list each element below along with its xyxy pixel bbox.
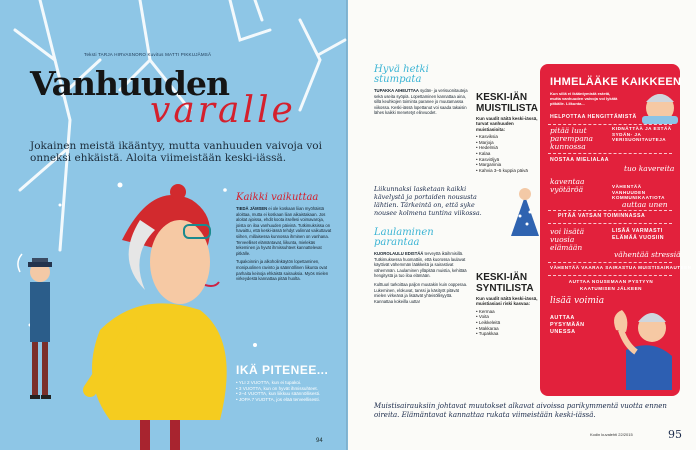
muistilista-list — [476, 134, 542, 173]
quote-liikunta: Liikunnaksi lasketaan kaikki kävelystä ja portaiden noususta lähtien. Tärkeintä on, että syke nousee kolmena tuntina viikossa. — [374, 185, 482, 217]
tip-16: AUTTAA PYSYMÄÄN UNESSA — [550, 315, 585, 335]
muistilista-item: • Marjoja — [476, 139, 494, 145]
right-text-column-2 — [374, 228, 472, 304]
magazine-footer: Kodin kuvalehti 22/2015 — [590, 432, 633, 437]
singing-paragraph-2: Kulttuuri tarkoittaa paljon muutakin kuin oopperaa. Lukeminen, elokuvat, tanssi ja käsityöt pitävät mielen virkeänä ja lisäävät yhteisöllisyyttä. Kannattaa kokeilla uutta! — [374, 281, 468, 304]
singing-paragraph — [374, 251, 472, 279]
muistilista-item: • Margariinia — [476, 162, 502, 168]
strongwoman-illustration — [606, 300, 676, 390]
syntilista-heading: KESKI-IÄN SYNTILISTA — [476, 272, 534, 294]
ika-item: • YLI 2 VUOTTA, kun ei tupakoi. — [236, 380, 302, 385]
body-text: ei ole koskaan liian myöhäistä aloittaa, mutta ei koskaan liian aikaistakaan. Jos aloitat ajoissa, ehdit koota itsellesi voimavaroja, joista on iloa vanhuuden päivinä. Tutkimuksissa on havaittu, että keski-iässä tehdyt valinnat vaikuttavat siihen, millaisessa kunnossa ihminen on vanhana. Terveelliset elämäntavat, liikunta, mielekäs tekeminen ja hyvät ihmissuhteet kannattelevat pitkälle. — [236, 206, 332, 256]
lead-paragraph: Jokainen meistä ikääntyy, mutta vanhuuden vaivoja voi onneksi ehkäistä. Aloita viimeistään keski-iässä. — [30, 140, 322, 164]
right-text-column-1 — [374, 65, 472, 116]
tip-3: KIDNÄTTÄÄ JA ESTÄÄ SYDÄN- JA VERISUONITAUTEJA — [612, 126, 672, 143]
page-number-left: 94 — [316, 438, 323, 444]
ika-item: • 2–4 VUOTTA, kun liikkuu säännöllisesti. — [236, 391, 321, 397]
article-title: Vanhuuden — [30, 64, 229, 103]
tip-5: tuo kavereita — [624, 164, 675, 173]
muistilista-item: • Kalaa — [476, 151, 491, 156]
tip-8: auttaa unen — [622, 200, 668, 209]
tip-13: VÄHENTÄÄ VAARAA SAIRASTUA MUISTISAIRAUTEEN — [550, 265, 692, 270]
left-text-column — [236, 193, 334, 282]
article-title-script: varalle — [150, 90, 296, 131]
muistilista-item: • Kasviksia — [476, 134, 498, 140]
byline: Teksti TARJA HIRVASNORO Kuvitus MATTI PIKKUJÄMSÄ — [84, 52, 212, 57]
body-lead-caps: TIEDÄ JÄMSEN — [236, 206, 268, 211]
muistilista-box — [476, 92, 542, 173]
smoking-lead-caps: TUPAKKA AIHEUTTAA — [374, 88, 419, 93]
subhead-laulaminen: Laulaminen parantaa — [374, 227, 434, 248]
subhead-stumpata: Hyvä hetki stumpata — [374, 64, 429, 85]
ika-list — [236, 380, 336, 402]
tip-divider — [548, 210, 672, 211]
woman-figure-art — [90, 184, 227, 450]
singing-text: terveyttä ikäihmisillä. Tutkimuksessa huomattiin, että kuorossa laulavat käyttivät vähemmän lääkkeitä ja sairastivat vähemmän. Laulaminen ylläpitää muistia, kehittää hengitystä ja tuo iloa elämään. — [374, 251, 467, 279]
tip-15: lisää voimia — [550, 296, 605, 306]
ika-box — [236, 363, 336, 402]
muistilista-item: • Kahvia 3–5 kuppia päivä — [476, 167, 528, 173]
ika-item: • JOPA 7 VUOTTA, jos elää terveellisesti. — [236, 396, 320, 402]
quote-muistisairaudet: Muistisairauksiin johtavat muutokset alkavat aivoissa parikymmentä vuotta ennen oireita. Elämäntavat kannattaa rukata viimeistään keski-iässä. — [374, 402, 667, 419]
smoking-paragraph — [374, 88, 472, 116]
ika-heading: IKÄ PITENEE... — [236, 363, 329, 377]
page-number-right: 95 — [668, 428, 682, 441]
body-paragraph-2: Tupakoinnin ja alkoholinkäytön lopettaminen, monipuolinen ravinto ja säännöllinen liikunta ovat parhaita keinoja ehkäistä sairauksia. Myös mielen virkeydestä kannattaa pitää huolta. — [236, 259, 329, 282]
tip-divider — [548, 262, 672, 263]
tip-divider — [548, 153, 672, 154]
tip-11: LISÄÄ VARMASTI ELÄMÄÄ VUOSIIN — [612, 228, 664, 241]
syntilista-item: • Kermaa — [476, 308, 495, 314]
tip-6: kaventaa vyötäröä — [550, 177, 585, 194]
ihmelaake-intro: Kun sillä ei ikääntymistä estetä, mutta vanhuuden vaivoja voi lykätä pitkälle. Liikunta... — [550, 91, 618, 106]
tip-divider — [548, 275, 672, 276]
syntilista-box — [476, 272, 542, 337]
dancer-illustration — [505, 186, 545, 246]
ihmelaake-title: IHMELÄÄKE KAIKKEEN — [550, 76, 682, 88]
muistilista-item: • Hedelmiä — [476, 145, 498, 151]
tip-7: VÄHENTÄÄ VANHUUDEN KOMMUNIKAATIOTA — [612, 184, 666, 201]
smoking-text: sydän- ja verisuonitauteja sekä useita syöpiä. Lopettaminen kannattaa aina, sillä keuhkojen toiminta paranee jo muutamassa viikossa. Keski-iässä lopettanut voi saada takaisin lähes kaikki menetetyt elinvuodet. — [374, 88, 468, 116]
tip-1: HELPOTTAA HENGITTÄMISTÄ — [550, 114, 637, 120]
man-figure-art — [18, 254, 52, 399]
ika-item: • 3 VUOTTA, kun on hyvät ihmissuhteet. — [236, 385, 318, 391]
tip-9: PITÄÄ VATSAN TOIMINNASSA — [558, 213, 646, 219]
syntilista-intro: Kun vaudit näitä keski-iässä, muistiasiasi riski kasvaa: — [476, 296, 538, 307]
body-paragraph — [236, 206, 334, 256]
singing-lead-caps: KUOROLAULU EDISTÄÄ — [374, 251, 424, 256]
tip-14: AUTTAA NOUSEMAAN PYSTYYN KAATUMISEN JÄLKEEN — [568, 279, 654, 291]
tip-divider — [548, 124, 672, 125]
tip-12: vähentää stressiä — [614, 250, 681, 259]
tip-4: NOSTAA MIELIALAA — [550, 157, 610, 163]
muistilista-intro: Kun vaudit näitä keski-iässä, turvat vanhuuden muistiasioita: — [476, 116, 538, 132]
syntilista-item: • Makkaraa — [476, 325, 499, 331]
syntilista-item: • Voita — [476, 314, 489, 320]
muistilista-item: • Kasviöljyä — [476, 156, 500, 162]
sleeping-face-illustration — [640, 86, 680, 126]
tip-divider — [548, 223, 672, 224]
subhead-kaikki: Kaikki vaikuttaa — [236, 192, 319, 203]
muistilista-heading: KESKI-IÄN MUISTILISTA — [476, 92, 539, 114]
tip-10: voi lisätä vuosia elämään — [550, 227, 585, 252]
syntilista-item: • Tupakkaa — [476, 331, 499, 337]
tip-2: pitää luut parempana kunnossa — [550, 126, 593, 151]
syntilista-item: • Leikkeleitä — [476, 320, 501, 325]
syntilista-list — [476, 309, 542, 337]
